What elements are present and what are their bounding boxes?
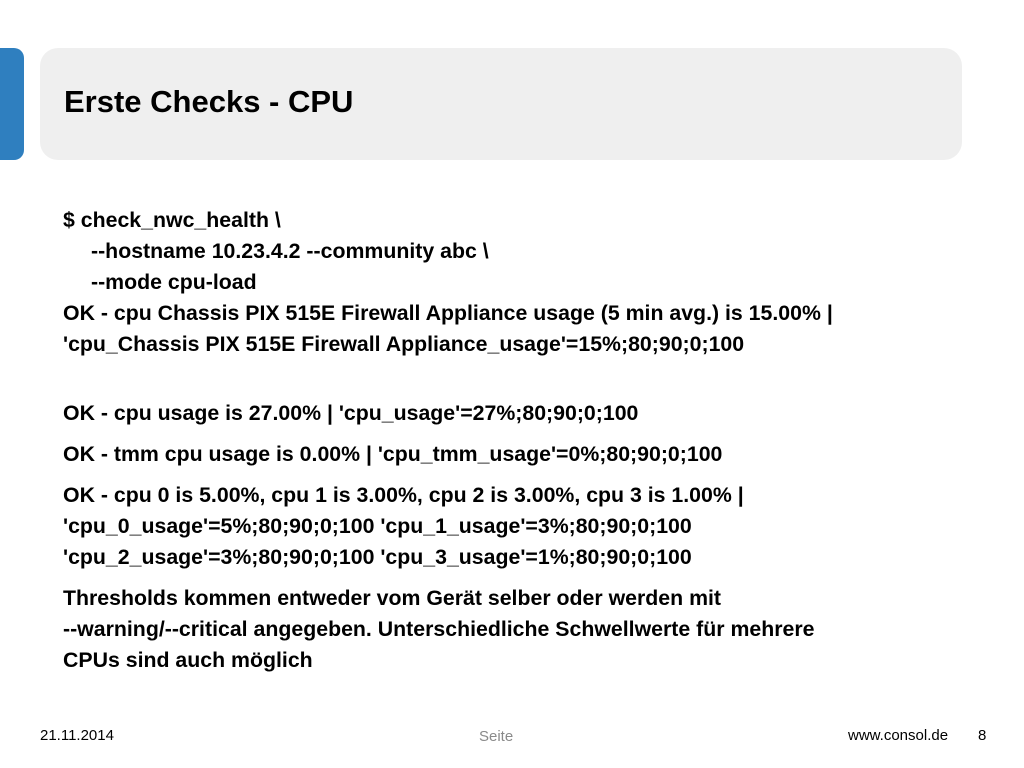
output-line: OK - tmm cpu usage is 0.00% | 'cpu_tmm_usage'=0%;80;90;0;100 (63, 442, 723, 466)
tmm-usage-output (63, 439, 1013, 470)
slide-title: Erste Checks - CPU (64, 84, 354, 119)
output-line: OK - cpu 0 is 5.00%, cpu 1 is 3.00%, cpu 2 is 3.00%, cpu 3 is 1.00% | (63, 483, 744, 507)
note-line: CPUs sind auch möglich (63, 648, 313, 672)
output-line: 'cpu_0_usage'=5%;80;90;0;100 'cpu_1_usage'=3%;80;90;0;100 (63, 514, 692, 538)
output-line: 'cpu_2_usage'=3%;80;90;0;100 'cpu_3_usage'=1%;80;90;0;100 (63, 545, 692, 569)
cpu-usage-output (63, 398, 1013, 429)
footer-date: 21.11.2014 (40, 727, 114, 744)
command-line: --hostname 10.23.4.2 --community abc \ (91, 239, 489, 263)
page-number: 8 (978, 727, 987, 744)
note-line: Thresholds kommen entweder vom Gerät selber oder werden mit (63, 586, 722, 610)
command-line: --mode cpu-load (91, 270, 257, 294)
footer-url: www.consol.de (848, 727, 949, 744)
multi-cpu-output (63, 480, 1013, 573)
command-block (63, 205, 1013, 360)
footer-page-label: Seite (479, 728, 514, 745)
note-line: --warning/--critical angegeben. Unterschiedliche Schwellwerte für mehrere (63, 617, 815, 641)
output-line: OK - cpu usage is 27.00% | 'cpu_usage'=27%;80;90;0;100 (63, 401, 639, 425)
accent-bar (0, 48, 24, 160)
title-box (40, 48, 962, 160)
slide-content (63, 205, 1013, 676)
thresholds-note (63, 583, 1013, 676)
output-line: 'cpu_Chassis PIX 515E Firewall Appliance_usage'=15%;80;90;0;100 (63, 332, 745, 356)
output-line: OK - cpu Chassis PIX 515E Firewall Appliance usage (5 min avg.) is 15.00% | (63, 301, 833, 325)
command-line: $ check_nwc_health \ (63, 208, 281, 232)
